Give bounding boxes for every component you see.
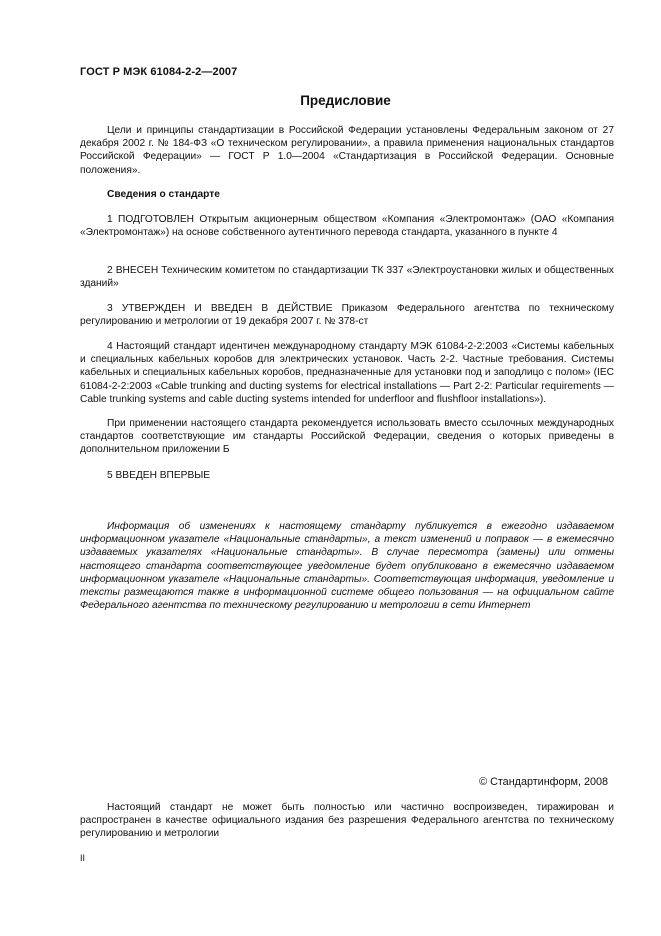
item-1-prepared: 1 ПОДГОТОВЛЕН Открытым акционерным обществом «Компания «Электромонтаж» (ОАО «Компания «Электромонтаж») на основе собственного аутентичного перевода стандарта, указанного в пункте 4: [80, 214, 614, 239]
page-title: Предисловие: [300, 93, 391, 108]
item-4-application-note: При применении настоящего стандарта рекомендуется использовать вместо ссылочных международных стандартов соответствующие им стандарты Российской Федерации, сведения о которых приведены в дополнительном приложении Б: [80, 418, 614, 456]
about-standard-heading: Сведения о стандарте: [107, 189, 220, 200]
intro-paragraph: Цели и принципы стандартизации в Российской Федерации установлены Федеральным законом от 27 декабря 2002 г. № 184-ФЗ «О техническом регулировании», а правила применения национальных стандартов Российской Федерации» — ГОСТ Р 1.0—2004 «Стандартизация в Российской Федерации. Основные положения».: [80, 125, 614, 176]
copyright-line: © Стандартинформ, 2008: [479, 776, 608, 788]
item-3-approved: 3 УТВЕРЖДЕН И ВВЕДЕН В ДЕЙСТВИЕ Приказом Федерального агентства по техническому регулированию и метрологии от 19 декабря 2007 г. № 378-ст: [80, 303, 614, 328]
item-5-introduced: 5 ВВЕДЕН ВПЕРВЫЕ: [107, 470, 211, 481]
changes-information-notice: Информация об изменениях к настоящему стандарту публикуется в ежегодно издаваемом информационном указателе «Национальные стандарты», а текст изменений и поправок — в ежемесячно издаваемых указателях «Национальные стандарты». В случае пересмотра (замены) или отмены настоящего стандарта соответствующее уведомление будет опубликовано в ежемесячно издаваемом информационном указателе «Национальные стандарты». Соответствующая информация, уведомление и тексты размещаются также в информационной системе общего пользования — на официальном сайте Федерального агентства по техническому регулированию и метрологии в сети Интернет: [80, 521, 614, 612]
document-code-header: ГОСТ Р МЭК 61084-2-2—2007: [80, 66, 238, 78]
page-number: II: [80, 853, 86, 863]
reproduction-notice: Настоящий стандарт не может быть полностью или частично воспроизведен, тиражирован и распространен в качестве официального издания без разрешения Федерального агентства по техническому регулированию и метрологии: [80, 802, 614, 840]
item-2-submitted: 2 ВНЕСЕН Техническим комитетом по стандартизации ТК 337 «Электроустановки жилых и общественных зданий»: [80, 265, 614, 290]
item-4-identical-standard: 4 Настоящий стандарт идентичен международному стандарту МЭК 61084-2-2:2003 «Системы кабельных и специальных кабельных коробов для электрических установок. Часть 2-2. Частные требования. Системы кабельных и специальных кабельных коробов, предназначенные для установки под и заподлицо с полом» (IEC 61084-2-2:2003 «Cable trunking and ducting systems for electrical installations — Part 2-2: Particular requirements — Cable trunking systems and cable ducting systems intended for underfloor and flushfloor installations»).: [80, 341, 614, 405]
